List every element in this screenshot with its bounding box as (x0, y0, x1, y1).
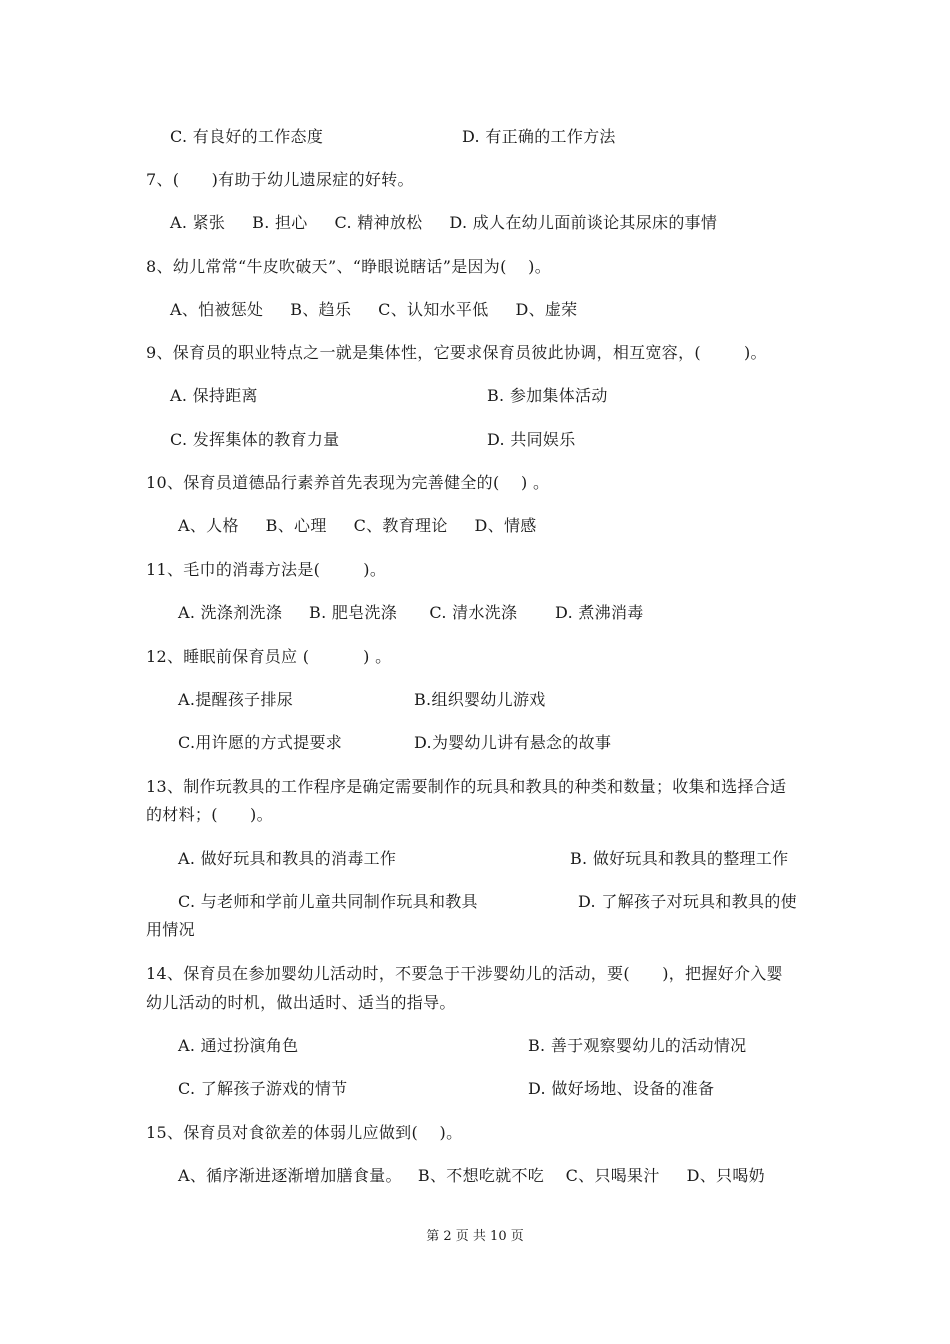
q7-stem: 7、( )有助于幼儿遗尿症的好转。 (146, 170, 414, 189)
q14-option-d: D. 做好场地、设备的准备 (528, 1079, 715, 1098)
q8-stem: 8、幼儿常常“牛皮吹破天”、“睁眼说瞎话”是因为( )。 (146, 257, 552, 276)
q14-option-a: A. 通过扮演角色 (178, 1036, 299, 1055)
q13-option-c: C. 与老师和学前儿童共同制作玩具和教具 (178, 892, 478, 911)
q11-options: A. 洗涤剂洗涤 B. 肥皂洗涤 C. 清水洗涤 D. 煮沸消毒 (178, 603, 644, 622)
q10-stem: 10、保育员道德品行素养首先表现为完善健全的( ) 。 (146, 473, 550, 492)
q14-stem-line1: 14、保育员在参加婴幼儿活动时，不要急于干涉婴幼儿的活动，要( )，把握好介入婴 (146, 964, 783, 983)
q15-options: A、循序渐进逐渐增加膳食量。 B、不想吃就不吃 C、只喝果汁 D、只喝奶 (178, 1166, 765, 1185)
q9-stem: 9、保育员的职业特点之一就是集体性，它要求保育员彼此协调，相互宽容，( )。 (146, 343, 767, 362)
q9-option-b: B. 参加集体活动 (487, 386, 608, 405)
q13-option-a: A. 做好玩具和教具的消毒工作 (178, 849, 397, 868)
page-number-footer: 第 2 页 共 10 页 (426, 1229, 524, 1244)
q13-option-b: B. 做好玩具和教具的整理工作 (570, 849, 789, 868)
q14-option-b: B. 善于观察婴幼儿的活动情况 (528, 1036, 747, 1055)
q7-options: A. 紧张 B. 担心 C. 精神放松 D. 成人在幼儿面前谈论其尿床的事情 (170, 213, 718, 232)
q9-option-d: D. 共同娱乐 (487, 430, 576, 449)
q12-option-d: D.为婴幼儿讲有悬念的故事 (414, 733, 612, 752)
q14-option-c: C. 了解孩子游戏的情节 (178, 1079, 348, 1098)
q12-stem: 12、睡眠前保育员应 ( ) 。 (146, 647, 392, 666)
q8-options: A、怕被惩处 B、趋乐 C、认知水平低 D、虚荣 (170, 300, 578, 319)
q13-stem-line1: 13、制作玩教具的工作程序是确定需要制作的玩具和教具的种类和数量；收集和选择合适 (146, 777, 787, 796)
q9-option-a: A. 保持距离 (170, 386, 258, 405)
q13-stem-line2: 的材料；( )。 (146, 805, 273, 824)
q15-stem: 15、保育员对食欲差的体弱儿应做到( )。 (146, 1123, 463, 1142)
q10-options: A、人格 B、心理 C、教育理论 D、情感 (178, 516, 537, 535)
q9-option-c: C. 发挥集体的教育力量 (170, 430, 340, 449)
q11-stem: 11、毛巾的消毒方法是( )。 (146, 560, 387, 579)
q6-option-c: C. 有良好的工作态度 (170, 127, 324, 146)
q13-option-d-line2: 用情况 (146, 920, 195, 939)
q12-option-b: B.组织婴幼儿游戏 (414, 690, 546, 709)
q12-option-a: A.提醒孩子排尿 (178, 690, 294, 709)
q6-option-d: D. 有正确的工作方法 (462, 127, 616, 146)
q13-option-d-line1: D. 了解孩子对玩具和教具的使 (578, 892, 797, 911)
q12-option-c: C.用许愿的方式提要求 (178, 733, 343, 752)
q14-stem-line2: 幼儿活动的时机，做出适时、适当的指导。 (146, 993, 456, 1012)
